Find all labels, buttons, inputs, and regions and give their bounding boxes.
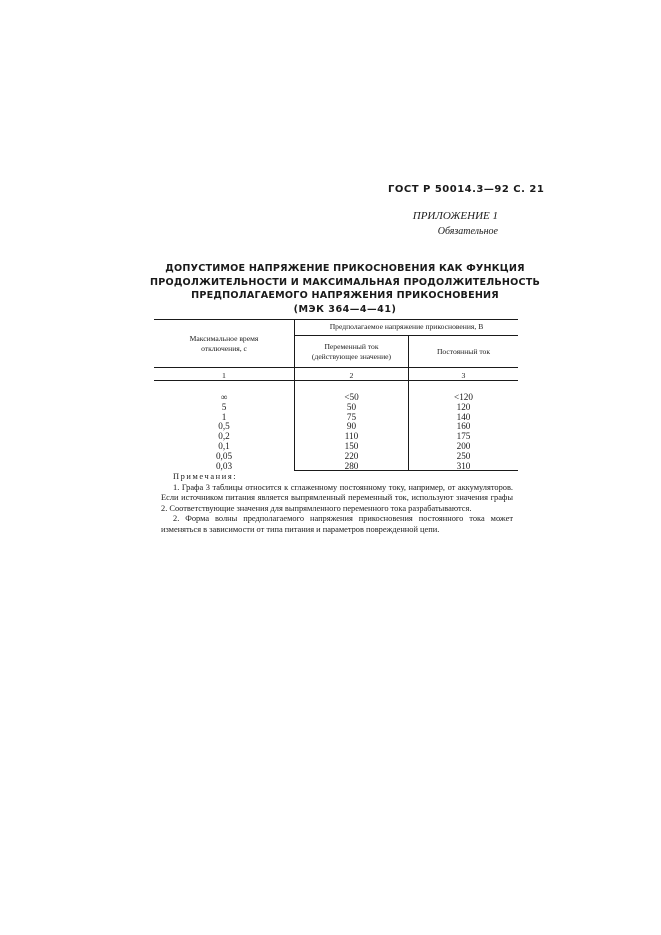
table-cell-time: 1 (221, 411, 227, 422)
notes-heading: Примечания: (173, 472, 238, 481)
number-row-rule (154, 380, 518, 381)
col-number-1: 1 (222, 371, 226, 380)
table-cell-dc: 310 (456, 460, 471, 471)
group-header-rule (294, 335, 518, 336)
title-line-3: ПРЕДПОЛАГАЕМОГО НАПРЯЖЕНИЯ ПРИКОСНОВЕНИЯ (191, 290, 499, 301)
table-cell-ac: 90 (346, 421, 357, 432)
dc-voltage-column (409, 393, 518, 471)
table-cell-time: 0,05 (215, 450, 233, 461)
table-cell-ac: 75 (346, 411, 357, 422)
col1-header-line-1: Максимальное время (189, 334, 259, 343)
annex-label: ПРИЛОЖЕНИЕ 1 (412, 210, 498, 222)
title-line-1: ДОПУСТИМОЕ НАПРЯЖЕНИЕ ПРИКОСНОВЕНИЯ КАК ФУНКЦИЯ (165, 263, 525, 274)
ac-voltage-column (295, 393, 408, 471)
table-cell-dc: 140 (456, 411, 471, 422)
table-cell-dc: 120 (456, 401, 471, 412)
notes-section (161, 472, 513, 536)
table-cell-time: 0,1 (218, 440, 230, 451)
table-cell-dc: 160 (456, 421, 471, 432)
table-cell-ac: <50 (344, 392, 359, 402)
table-cell-ac: 110 (344, 431, 359, 442)
table-cell-time: 5 (221, 401, 227, 412)
table-cell-dc: 250 (456, 450, 471, 461)
note-1: 1. Графа 3 таблицы относится к сглаженному постоянному току, например, от аккумуляторов. Если источником питания является выпрямленный переменный ток, используют значения графы 2. Соответствующие значения для выпрямленного переменного тока разрабатываются. (161, 482, 513, 513)
table-top-rule (154, 319, 518, 320)
col-number-3: 3 (461, 371, 466, 380)
annex-status: Обязательное (437, 226, 498, 237)
standard-reference: ГОСТ Р 50014.3—92 С. 21 (388, 184, 545, 195)
table-cell-ac: 280 (344, 460, 359, 471)
group-header: Предполагаемое напряжение прикосновения, В (329, 322, 484, 331)
table-cell-time: 0,5 (218, 421, 230, 432)
table-cell-ac: 50 (346, 401, 357, 412)
title-line-2: ПРОДОЛЖИТЕЛЬНОСТИ И МАКСИМАЛЬНАЯ ПРОДОЛЖИТЕЛЬНОСТЬ (150, 276, 540, 288)
time-column (154, 393, 294, 471)
note-2: 2. Форма волны предполагаемого напряжения прикосновения постоянного тока может изменяться в зависимости от типа питания и параметров поврежденной цепи. (161, 514, 513, 534)
col2-header-line-1: Переменный ток (324, 342, 379, 351)
col1-header (154, 334, 294, 354)
table-cell-dc: 200 (456, 440, 471, 451)
col3-header: Постоянный ток (436, 347, 491, 356)
annex-heading (413, 208, 498, 240)
table-cell-ac: 220 (344, 450, 359, 461)
col1-header-line-2: отключения, с (201, 344, 247, 353)
table-cell-time: 0,03 (215, 460, 233, 471)
col2-header (295, 342, 408, 362)
col-number-2: 2 (349, 371, 354, 380)
header-bottom-rule (154, 367, 518, 368)
table-cell-dc: <120 (454, 392, 473, 402)
title-iec-reference: (МЭК 364—4—41) (293, 303, 397, 315)
col2-header-line-2: (действующее значение) (311, 352, 392, 361)
table-cell-time: ∞ (220, 392, 228, 402)
table-cell-time: 0,2 (218, 431, 230, 442)
table-cell-dc: 175 (456, 431, 471, 442)
document-title (150, 262, 540, 316)
touch-voltage-table (154, 319, 518, 471)
table-cell-ac: 150 (344, 440, 359, 451)
